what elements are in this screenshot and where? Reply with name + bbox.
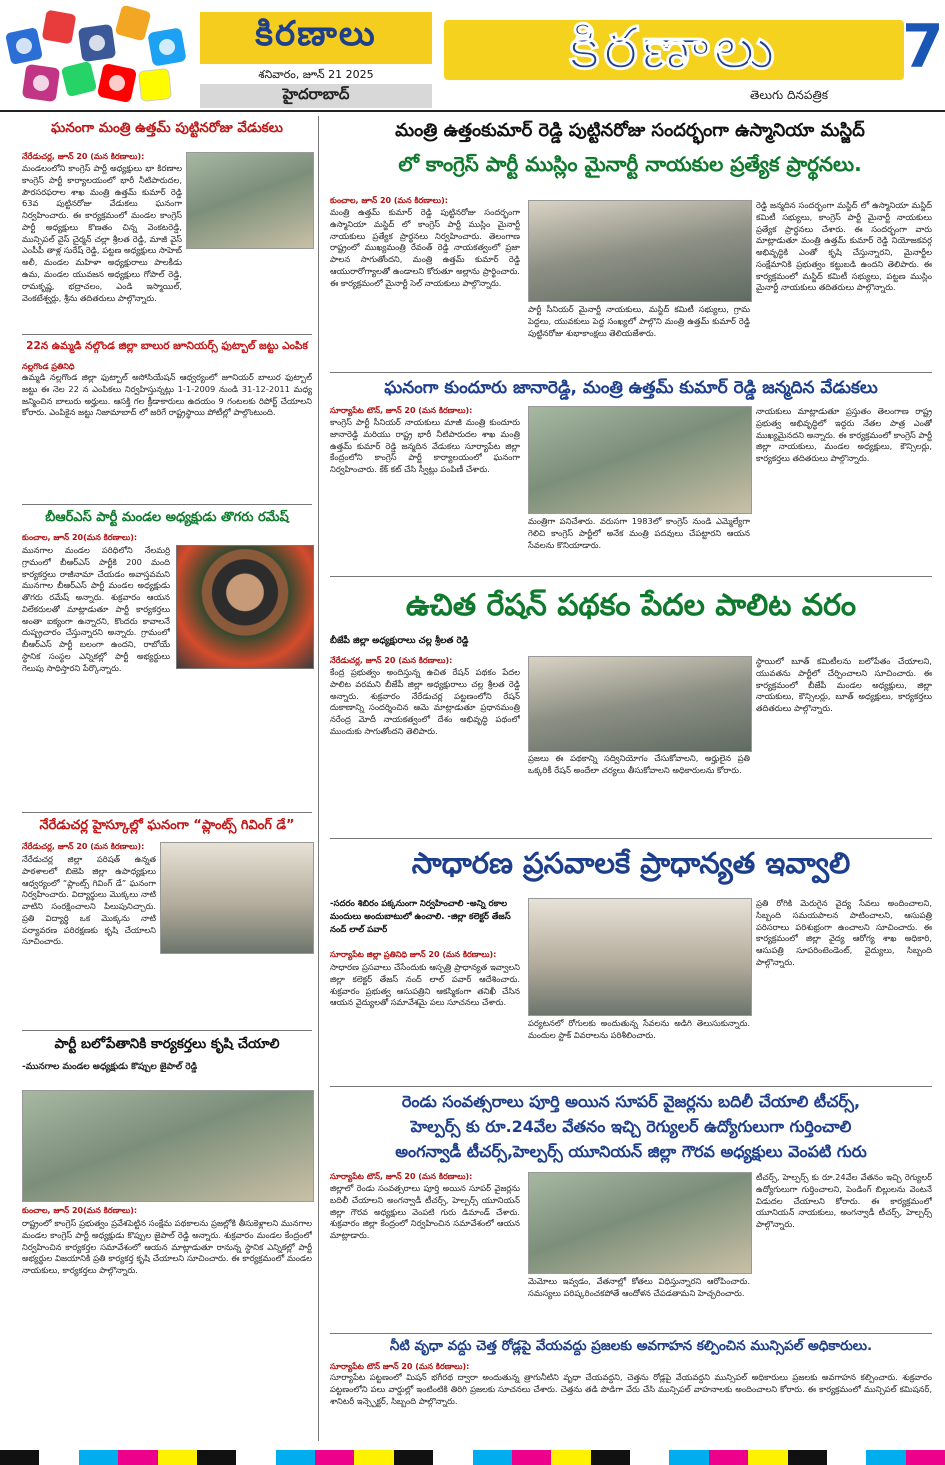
article-body: రెడ్డి జన్మదిన సందర్భంగా మస్జిద్ లో ఉస్మానియా మస్జిద్ కమిటీ సభ్యులు, కాంగ్రెస్ పార్టీ మైనార్టీ నాయకులు ప్రత్యేక ప్రార్థనలు చేశారు. ఈ సందర్భంగా వారు మాట్లాడుతూ మంత్రి ఉత్తమ్ కుమార్ రెడ్డి నియోజకవర్గ అభివృద్ధికి ఎంతో కృషి చేస్తున్నారని, మైనార్టీల సంక్షేమానికి ప్రభుత్వం కట్టుబడి ఉందని తెలిపారు. ఈ కార్యక్రమంలో మస్జిద్ కమిటీ సభ్యులు, పట్టణ ముస్లిం మైనార్టీ నాయకులు తదితరులు పాల్గొన్నారు. <box>756 200 932 293</box>
headline-brs-president: బీఆర్ఎస్ పార్టీ మండల అధ్యక్షుడు తొగరు రమేష్ <box>45 510 289 525</box>
dateline: సూర్యాపేట జిల్లా ప్రతినిధి జూన్ 20 (మన కిరణాలు): <box>330 950 497 959</box>
dateline: నల్లగొండ ప్రతినిధి <box>22 362 75 371</box>
section-rule <box>330 1333 932 1334</box>
dateline: నేరేడుచర్ల, జూన్ 20 (మన కిరణాలు): <box>22 842 145 851</box>
section-rule <box>330 576 932 577</box>
subheadline: బీజేపీ జిల్లా అధ్యక్షురాలు చల్ల శ్రీలత రెడ్డి <box>330 636 469 646</box>
portrait-photo <box>176 545 314 669</box>
article-body: మంత్రి ఉత్తమ్ కుమార్ రెడ్డి పుట్టినరోజు సందర్భంగా ఉస్మానియా మస్జిద్ లో కాంగ్రెస్ పార్టీ ముస్లిం మైనార్టీ నాయకులు ప్రత్యేక ప్రార్థనలు నిర్వహించారు. తెలంగాణ రాష్ట్రంలో ముఖ్యమంత్రి రేవంత్ రెడ్డి నాయకత్వంలో ప్రజా పాలన సాగుతోందని, మంత్రి ఉత్తమ్ కుమార్ రెడ్డి ఆయురారోగ్యాలతో ఉండాలని కోరుతూ అల్లాను ప్రార్థించారు. ఈ కార్యక్రమంలో మైనార్టీ సెల్ నాయకులు పాల్గొన్నారు. <box>330 207 520 288</box>
article-body: మంత్రిగా పనిచేశారు. వరుసగా 1983లో కాంగ్రెస్ నుండి ఎమ్మెల్యేగా గెలిచి కాంగ్రెస్ పార్టీలో అనేక మంత్రి పదవులు చేపట్టారని ఆయన సేవలను కొనియాడారు. <box>528 516 750 550</box>
dateline: కుంచాల, జూన్ 20(మన కిరణాలు): <box>22 533 138 542</box>
edition-city: హైదరాబాద్ <box>200 84 432 108</box>
page-number: 7 <box>902 12 944 82</box>
dateline: నేరేడుచర్ల, జూన్ 20 (మన కిరణాలు): <box>330 656 453 665</box>
social-media-icons-decoration <box>0 0 200 108</box>
headline-plants-giving-day: నేరేడుచర్ల హైస్కూల్లో ఘనంగా “ప్లాంట్స్ గివింగ్ డే” <box>39 818 295 833</box>
article-body: పార్టీ సీనియర్ మైనార్టీ నాయకులు, మస్జిద్ కమిటీ సభ్యులు, గ్రామ పెద్దలు, యువకులు పెద్ద సంఖ్యలో పాల్గొని మంత్రి ఉత్తమ్ కుమార్ రెడ్డి పుట్టినరోజు శుభాకాంక్షలు తెలియజేశారు. <box>528 304 750 338</box>
article-body: టీచర్స్, హెల్పర్స్ కు రూ.24వేల వేతనం ఇచ్చి రెగ్యులర్ ఉద్యోగులుగా గుర్తించాలని, పెండింగ్ బిల్లులను వెంటనే విడుదల చేయాలని కోరారు. ఈ కార్యక్రమంలో యూనియన్ నాయకులు, అంగన్వాడీ టీచర్స్, హెల్పర్స్ పాల్గొన్నారు. <box>756 1172 932 1230</box>
headline-free-ration: ఉచిత రేషన్ పథకం పేదల పాలిట వరం <box>405 588 857 623</box>
article-body: కేంద్ర ప్రభుత్వం అందిస్తున్న ఉచిత రేషన్ పథకం పేదల పాలిట వరమని బీజేపీ జిల్లా అధ్యక్షురాలు చల్ల శ్రీలత రెడ్డి అన్నారు. శుక్రవారం నేరేడుచర్ల పట్టణంలోని రేషన్ దుకాణాన్ని సందర్శించిన ఆమె మాట్లాడుతూ ప్రధానమంత్రి నరేంద్ర మోదీ నాయకత్వంలో దేశం అభివృద్ధి పథంలో ముందుకు సాగుతోందని తెలిపారు. <box>330 667 520 736</box>
issue-date: శనివారం, జూన్ 21 2025 <box>258 68 374 81</box>
headline-anganwadi-line3: అంగన్వాడీ టీచర్స్,హెల్పర్స్ యూనియన్ జిల్లా గౌరవ అధ్యక్షులు వెంపటి గురు <box>395 1142 867 1161</box>
article-body: కాంగ్రెస్ పార్టీ సీనియర్ నాయకులు మాజీ మంత్రి కుందూరు జానారెడ్డి మరియు రాష్ట్ర భారీ నీటిపారుదల శాఖ మంత్రి ఉత్తమ్ కుమార్ రెడ్డి జన్మదిన వేడుకలు సూర్యాపేట జిల్లా కేంద్రంలోని కాంగ్రెస్ పార్టీ కార్యాలయంలో ఘనంగా నిర్వహించారు. కేక్ కట్ చేసి స్వీట్లు పంపిణీ చేశారు. <box>330 417 520 475</box>
celebration-photo <box>528 406 752 514</box>
column-divider <box>318 116 319 1441</box>
headline-birthday-celebrations: ఘనంగా కుందూరు జానారెడ్డి, మంత్రి ఉత్తమ్ కుమార్ రెడ్డి జన్మదిన వేడుకలు <box>384 378 878 398</box>
ration-photo <box>528 656 752 752</box>
headline-anganwadi-line2: హెల్పర్స్ కు రూ.24వేల వేతనం ఇచ్చి రెగ్యులర్ ఉద్యోగులుగా గుర్తించాలి <box>410 1117 852 1136</box>
section-rule <box>22 334 312 335</box>
dateline: సూర్యాపేట టౌన్, జూన్ 20 (మన కిరణాలు): <box>330 406 473 415</box>
mosque-photo <box>528 200 752 302</box>
article-body: రాష్ట్రంలో కాంగ్రెస్ ప్రభుత్వం ప్రవేశపెట్టిన సంక్షేమ పథకాలను ప్రజల్లోకి తీసుకెళ్లాలని మునగాల మండల కాంగ్రెస్ పార్టీ అధ్యక్షుడు కొప్పుల జైపాల్ రెడ్డి అన్నారు. శుక్రవారం మండల కేంద్రంలో నిర్వహించిన కార్యకర్తల సమావేశంలో ఆయన మాట్లాడుతూ రానున్న స్థానిక ఎన్నికల్లో పార్టీ అభ్యర్థుల విజయానికి ప్రతి కార్యకర్త కృషి చేయాలని సూచించారు. ఈ కార్యక్రమంలో మండల నాయకులు, కార్యకర్తలు పాల్గొన్నారు. <box>22 1218 312 1276</box>
article-body: ఉమ్మడి నల్లగొండ జిల్లా ఫుట్బాల్ అసోసియేషన్ ఆధ్వర్యంలో జూనియర్ బాలుర ఫుట్బాల్ జట్టు ఈ నెల 22 న ఎంపికలు నిర్వహిస్తున్నట్లు 1-1-2009 నుండి 31-12-2011 మధ్య జన్మించిన బాలురు అర్హులు. ఆసక్తి గల క్రీడాకారులు ఉదయం 9 గంటలకు రిపోర్ట్ చేయాలని కోరారు. ఎంపికైన జట్టు నిజామాబాద్ లో జరిగే రాష్ట్రస్థాయి పోటీల్లో పాల్గొంటుంది. <box>22 372 312 418</box>
headline-mosque-prayers-line2: లో కాంగ్రెస్ పార్టీ ముస్లిం మైనార్టీ నాయకుల ప్రత్యేక ప్రార్థనలు. <box>398 152 862 176</box>
headline-water-waste: నీటి వృధా వద్దు చెత్త రోడ్లపై వేయవద్దు ప్రజలకు అవగాహన కల్పించిన మున్సిపల్ అధికారులు. <box>389 1338 873 1354</box>
article-body: పర్యటనలో రోగులకు అందుతున్న సేవలను అడిగి తెలుసుకున్నారు. మందుల స్టాక్ వివరాలను పరిశీలించారు. <box>528 1018 750 1040</box>
dateline: సూర్యాపేట టౌన్ జూన్ 20 (మన కిరణాలు): <box>330 1362 470 1371</box>
article-body: సూర్యాపేట పట్టణంలో మిషన్ భగీరథ ద్వారా అందుతున్న త్రాగునీటిని వృధా చేయవద్దని, చెత్తను రోడ్లపై వేయవద్దని మున్సిపల్ అధికారులు ప్రజలకు అవగాహన కల్పించారు. శుక్రవారం పట్టణంలోని పలు వార్డుల్లో ఇంటింటికి తిరిగి ప్రజలకు సూచనలు చేశారు. చెత్తను తడి పొడిగా వేరు చేసి మున్సిపల్ వాహనాలకు అందించాలని కోరారు. ఈ కార్యక్రమంలో మున్సిపల్ కమిషనర్, శానిటరీ ఇన్స్పెక్టర్, సిబ్బంది పాల్గొన్నారు. <box>330 1372 932 1406</box>
article-body: మండలంలోని కాంగ్రెస్ పార్టీ అధ్యక్షులు భా కిరణాల కాంగ్రెస్ పార్టీ కార్యాలయంలో భారీ నీటిపారుదల, పౌరసరఫరాల శాఖ మంత్రి ఉత్తమ్ కుమార్ రెడ్డి 63వ పుట్టినరోజు వేడుకలు ఘనంగా నిర్వహించారు. ఈ కార్యక్రమంలో మండల కాంగ్రెస్ పార్టీ అధ్యక్షులు కొణతం చిన్న వెంకటరెడ్డి, మున్సిపల్ వైస్ చైర్మన్ చల్లా శ్రీలత రెడ్డి, మాజీ వైస్ ఎంపీపీ తాళ్ల సురేష్ రెడ్డి, పట్టణ అధ్యక్షులు సాహెబ్ అలీ, మండల మహిళా అధ్యక్షురాలు పాలకీడు ఉమ, మండల యువజన అధ్యక్షులు గోపాల్ రెడ్డి, రామకృష్ణ, భద్రాచలం, ఎండి ఇస్మాయిల్, వెంకటేశ్వర్లు, శ్రీను తదితరులు పాల్గొన్నారు. <box>22 163 182 303</box>
article-body-cont <box>160 955 312 1024</box>
group-photo <box>22 1090 314 1202</box>
dateline: కుంచాల, జూన్ 20(మన కిరణాలు): <box>22 1206 138 1215</box>
article-body: సాధారణ ప్రసవాలు చేసేందుకు ఆస్పత్రి ప్రాధాన్యత ఇవ్వాలని జిల్లా కలెక్టర్ తేజస్ నంద్ లాల్ పవార్ ఆదేశించారు. శుక్రవారం ప్రభుత్వ ఆసుపత్రిని ఆకస్మికంగా తనిఖీ చేసిన ఆయన వైద్యులతో సమావేశమై పలు సూచనలు చేశారు. <box>330 962 520 1008</box>
bullet-points: -సదరం శిబిరం పక్కనుంగా నిర్వహించాలి -అన్ని రకాల మందులు అందుబాటులో ఉంచాలి. -జిల్లా కలెక్టర్ తేజస్ నంద్ లాల్ పవార్ <box>330 899 511 935</box>
school-photo <box>160 842 314 954</box>
masthead-rule <box>0 110 945 112</box>
masthead <box>0 0 945 110</box>
section-rule <box>22 812 312 813</box>
headline-minister-birthday: ఘనంగా మంత్రి ఉత్తమ్ పుట్టినరోజు వేడుకలు <box>51 120 283 136</box>
article-body-cont <box>22 738 312 808</box>
section-rule <box>330 838 932 839</box>
headline-anganwadi-line1: రెండు సంవత్సరాలు పూర్తి అయిన సూపర్ వైజర్లను బదిలీ చేయాలి టీచర్స్, <box>401 1092 861 1111</box>
dateline: సూర్యాపేట టౌన్, జూన్ 20 (మన కిరణాలు): <box>330 1172 473 1181</box>
small-logo-box <box>200 12 432 64</box>
subheadline: -మునగాల మండల అధ్యక్షుడు కొప్పుల జైపాల్ రెడ్డి <box>22 1062 198 1072</box>
headline-party-strengthening: పార్టీ బలోపేతానికి కార్యకర్తలు కృషి చేయాలి <box>54 1036 280 1052</box>
article-body: ప్రజలు ఈ పథకాన్ని సద్వినియోగం చేసుకోవాలని, అర్హులైన ప్రతి ఒక్కరికీ రేషన్ అందేలా చర్యలు తీసుకోవాలని అధికారులను కోరారు. <box>528 753 750 775</box>
hospital-photo <box>528 898 752 1016</box>
news-photo <box>186 152 314 249</box>
article-body: నేరేడుచర్ల జిల్లా పరిషత్ ఉన్నత పాఠశాలలో బిజెపి జిల్లా ఉపాధ్యక్షులు ఆధ్వర్యంలో “ప్లాంట్స్ గివింగ్ డే” ఘనంగా నిర్వహించారు. విద్యార్థులు మొక్కలు నాటి వాటిని సంరక్షించాలని పిలుపునిచ్చారు. ప్రతి విద్యార్థి ఒక మొక్కను నాటి పర్యావరణ పరిరక్షణకు కృషి చేయాలని సూచించారు. <box>22 854 156 947</box>
tagline: తెలుగు దినపత్రిక <box>750 88 829 102</box>
article-body: ప్రతి రోగికి మెరుగైన వైద్య సేవలు అందించాలని, సిబ్బంది సమయపాలన పాటించాలని, ఆసుపత్రి పరిసరాలు పరిశుభ్రంగా ఉంచాలని సూచించారు. ఈ కార్యక్రమంలో జిల్లా వైద్య ఆరోగ్య శాఖ అధికారి, ఆసుపత్రి సూపరింటెండెంట్, వైద్యులు, సిబ్బంది పాల్గొన్నారు. <box>756 898 932 967</box>
headline-football-selection: 22న ఉమ్మడి నల్గొండ జిల్లా బాలుర జూనియర్స్ ఫుట్బాల్ జట్టు ఎంపిక <box>26 340 308 352</box>
dateline: నేరేడుచర్ల, జూన్ 20 (మన కిరణాలు): <box>22 152 145 161</box>
section-rule <box>22 504 312 505</box>
section-rule <box>330 372 932 373</box>
section-rule <box>22 1030 312 1031</box>
dateline: కుంచాల, జూన్ 20 (మన కిరణాలు): <box>330 196 448 205</box>
article-body: మెమోలు ఇవ్వడం, వేతనాల్లో కోతలు విధిస్తున్నారని ఆరోపించారు. సమస్యలు పరిష్కరించకపోతే ఆందోళన చేపడతామని హెచ్చరించారు. <box>528 1276 750 1298</box>
section-rule <box>330 1086 932 1087</box>
article-body-cont <box>186 250 312 328</box>
article-body: మునగాల మండల పరిధిలోని నేలమర్రి గ్రామంలో బీఆర్ఎస్ పార్టీకి 200 మంది కార్యకర్తలు రాజీనామా చేయడం అవాస్తవమని మునగాల బీఆర్ఎస్ పార్టీ మండల అధ్యక్షుడు తొగరు రమేష్ అన్నారు. శుక్రవారం ఆయన విలేకరులతో మాట్లాడుతూ పార్టీ కార్యకర్తలు అంతా ఐక్యంగా ఉన్నారని, కొందరు కావాలనే దుష్ప్రచారం చేస్తున్నారని అన్నారు. గ్రామంలో బీఆర్ఎస్ పార్టీ బలంగా ఉందని, రాబోయే స్థానిక సంస్థల ఎన్నికల్లో పార్టీ అభ్యర్థులు గెలుపు సాధిస్తారని పేర్కొన్నారు. <box>22 545 170 673</box>
article-body: నాయకులు మాట్లాడుతూ ప్రస్తుతం తెలంగాణ రాష్ట్ర ప్రభుత్వ అభివృద్ధిలో ఇద్దరు నేతల పాత్ర ఎంతో ముఖ్యమైనదని అన్నారు. ఈ కార్యక్రమంలో కాంగ్రెస్ పార్టీ జిల్లా నాయకులు, మండల అధ్యక్షులు, కౌన్సిలర్లు, కార్యకర్తలు తదితరులు పాల్గొన్నారు. <box>756 406 932 464</box>
article-body: స్థాయిలో బూత్ కమిటీలను బలోపేతం చేయాలని, యువతను పార్టీలో చేర్పించాలని సూచించారు. ఈ కార్యక్రమంలో బీజేపీ మండల అధ్యక్షులు, జిల్లా నాయకులు, కౌన్సిలర్లు, బూత్ అధ్యక్షులు, కార్యకర్తలు తదితరులు పాల్గొన్నారు. <box>756 656 932 714</box>
union-photo <box>528 1172 752 1274</box>
headline-normal-deliveries: సాధారణ ప్రసవాలకే ప్రాధాన్యత ఇవ్వాలి <box>411 846 851 880</box>
printer-color-bar <box>0 1450 945 1465</box>
headline-mosque-prayers-line1: మంత్రి ఉత్తంకుమార్ రెడ్డి పుట్టినరోజు సందర్భంగా ఉస్మానియా మస్జిద్ <box>395 120 865 141</box>
newspaper-logo: కిరణాలు <box>569 14 779 82</box>
article-body: జిల్లాలో రెండు సంవత్సరాలు పూర్తి అయిన సూపర్ వైజర్లను బదిలీ చేయాలని అంగన్వాడీ టీచర్స్, హెల్పర్స్ యూనియన్ జిల్లా గౌరవ అధ్యక్షులు వెంపటి గురు డిమాండ్ చేశారు. శుక్రవారం జిల్లా కేంద్రంలో నిర్వహించిన సమావేశంలో ఆయన మాట్లాడారు. <box>330 1183 520 1241</box>
small-logo: కిరణాలు <box>255 14 377 54</box>
